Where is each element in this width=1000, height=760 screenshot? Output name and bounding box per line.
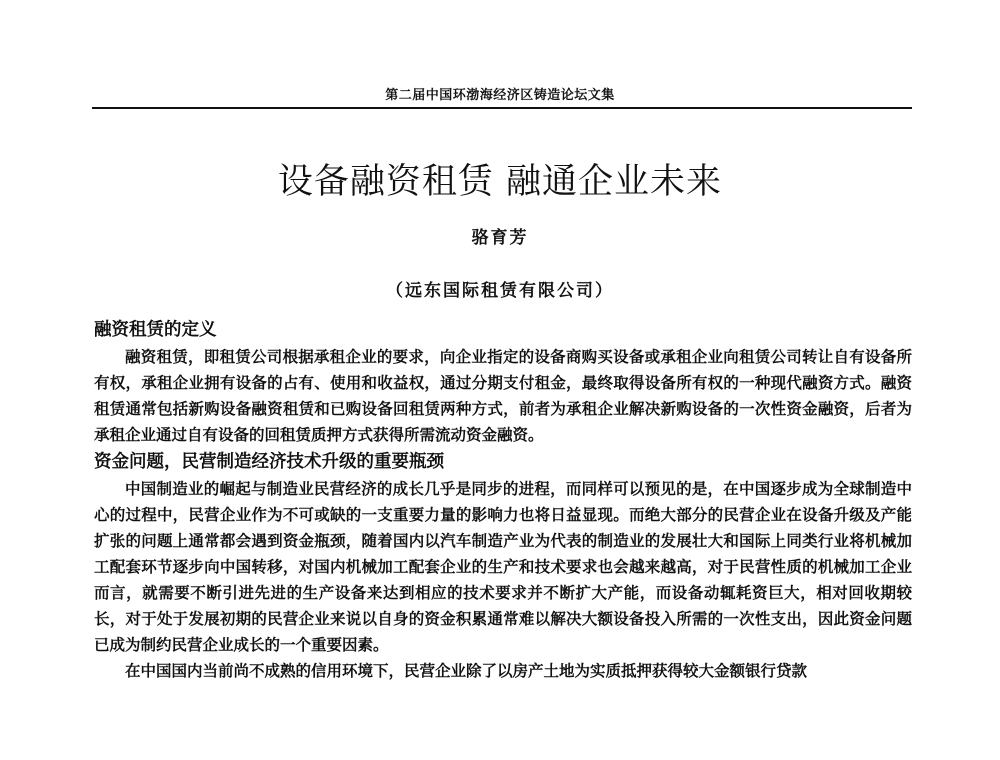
paragraph-funding-2: 在中国国内当前尚不成熟的信用环境下，民营企业除了以房产土地为实质抵押获得较大金额银行贷款 [125, 661, 808, 680]
section-heading-definition: 融资租赁的定义 [94, 320, 217, 340]
paragraph-funding-1: 中国制造业的崛起与制造业民营经济的成长几乎是同步的进程，而同样可以预见的是，在中国逐步成为全球制造中心的过程中，民营企业作为不可或缺的一支重要力量的影响力也将日益显现。而绝大部分的民营企业在设备升级及产能扩张的问题上通常都会遇到资金瓶颈，随着国内以汽车制造产业为代表的制造业的发展壮大和国际上同类行业将机械加工配套环节逐步向中国转移，对国内机械加工配套企业的生产和技术要求也会越来越高，对于民营性质的机械加工企业而言，就需要不断引进先进的生产设备来达到相应的技术要求并不断扩大产能，而设备动辄耗资巨大，相对回收期较长，对于处于发展初期的民营企业来说以自身的资金积累通常难以解决大额设备投入所需的一次性支出，因此资金问题已成为制约民营企业成长的一个重要因素。 [94, 479, 912, 654]
article-title: 设备融资租赁 融通企业未来 [277, 162, 723, 202]
section-heading-funding: 资金问题，民营制造经济技术升级的重要瓶颈 [94, 452, 444, 472]
paragraph-definition: 融资租赁，即租赁公司根据承租企业的要求，向企业指定的设备商购买设备或承租企业向租赁公司转让自有设备所有权，承租企业拥有设备的占有、使用和收益权，通过分期支付租金，最终取得设备所有权的一种现代融资方式。融资租赁通常包括新购设备融资租赁和已购设备回租赁两种方式，前者为承租企业解决新购设备的一次性资金融资，后者为承租企业通过自有设备的回租赁质押方式获得所需流动资金融资。 [94, 347, 912, 444]
header-rule [92, 107, 912, 109]
article-affiliation: （远东国际租赁有限公司） [386, 281, 614, 301]
article-author: 骆育芳 [471, 228, 529, 248]
running-header: 第二届中国环渤海经济区铸造论坛文集 [385, 88, 615, 103]
article-body [94, 316, 912, 684]
